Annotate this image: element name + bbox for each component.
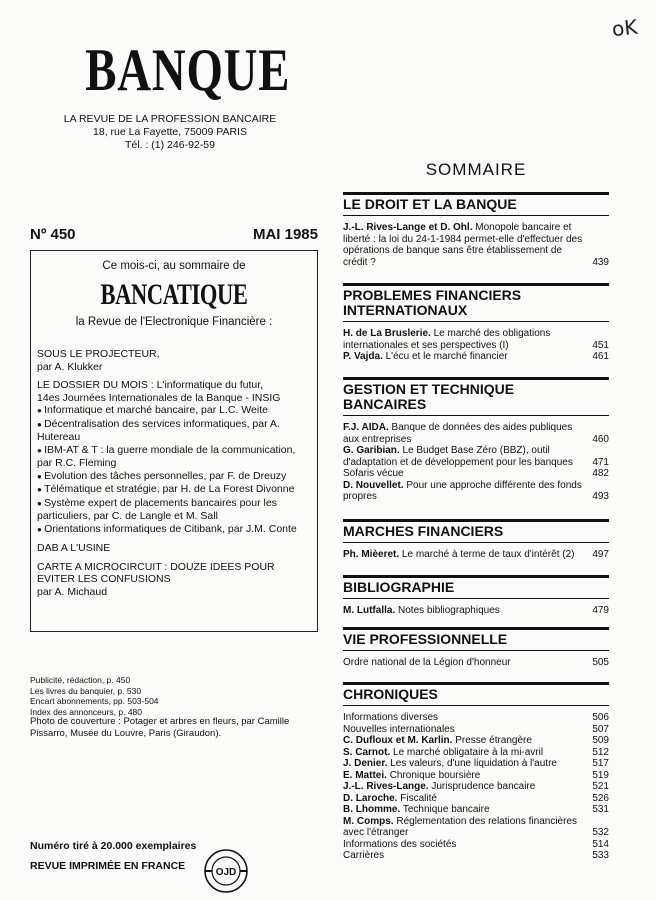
toc-entry: B. Lhomme. Technique bancaire 531 <box>343 804 609 815</box>
box-item: ● Télématique et stratégie, par H. de La Forest Divonne <box>37 483 309 497</box>
box-subtitle: la Revue de l'Electronique Financière : <box>75 316 273 328</box>
toc-section <box>343 283 609 363</box>
section-title: VIE PROFESSIONNELLE <box>343 631 508 647</box>
toc-entry: D. Nouvellet. Pour une approche différente des fonds propres 493 <box>343 479 609 502</box>
box-contents <box>37 348 309 598</box>
toc-entry: M. Comps. Réglementation des relations financières avec l'étranger 532 <box>343 815 609 838</box>
toc-entry: Nouvelles internationales 507 <box>343 723 609 735</box>
box-item: ● Evolution des tâches personnelles, par F. de Dreuzy <box>37 470 309 484</box>
toc-entry: S. Carnot. Le marché obligataire à la mi-avril 512 <box>343 746 609 758</box>
box-item: 14es Journées Internationales de la Banque - INSIG <box>37 391 281 404</box>
toc-section <box>343 192 609 268</box>
ojd-seal-icon <box>203 848 249 894</box>
box-item: ● IBM-AT & T : la guerre mondiale de la communication, par R.C. Fleming <box>37 444 309 470</box>
box-item: par A. Klukker <box>37 360 103 373</box>
toc-entry: H. de La Bruslerie. Le marché des obligations internationales et ses perspectives (I) 451 <box>343 328 609 351</box>
bancatique-box <box>30 250 318 632</box>
toc-section <box>343 627 609 669</box>
toc-entry: E. Mattei. Chronique boursière 519 <box>343 769 609 781</box>
toc-entry: G. Garibian. Le Budget Base Zéro (BBZ), outil d'adaptation et de développement pour les banques 471 <box>343 445 609 468</box>
toc-entry: Ph. Mièeret. Le marché à terme de taux d'intérêt (2) 497 <box>343 549 609 560</box>
publisher-tagline: LA REVUE DE LA PROFESSION BANCAIRE <box>63 113 277 125</box>
printed-in-france: REVUE IMPRIMÉE EN FRANCE <box>30 860 186 872</box>
toc-section <box>343 377 609 503</box>
box-item: ● Orientations informatiques de Citibank, par J.M. Conte <box>37 523 309 537</box>
section-title: BIBLIOGRAPHIE <box>343 579 455 595</box>
section-title: MARCHES FINANCIERS <box>343 523 504 539</box>
toc-entry: F.J. AIDA. Banque de données des aides publiques aux entreprises 460 <box>343 422 609 445</box>
editorial-notes <box>30 675 320 717</box>
box-item: DAB A L'USINE <box>37 542 111 554</box>
sommaire-heading: SOMMAIRE <box>425 160 527 179</box>
publisher-info <box>50 113 290 152</box>
section-title: CHRONIQUES <box>343 686 438 702</box>
toc-entry: J.-L. Rives-Lange et D. Ohl. Monopole bancaire et liberté : la loi du 24-1-1984 permet-elle d'effectuer des opérations de banque sans être établissement de crédit ? 439 <box>343 222 609 268</box>
box-intro: Ce mois-ci, au sommaire de <box>102 260 246 272</box>
toc-entry: M. Lutfalla. Notes bibliographiques 479 <box>343 605 609 616</box>
box-item: LE DOSSIER DU MOIS : L'informatique du futur, <box>37 379 264 391</box>
box-item: ● Décentralisation des services informatiques, par A. Hutereau <box>37 418 309 444</box>
box-item: SOUS LE PROJECTEUR, <box>37 348 160 360</box>
note-line: Index des annonceurs, p. 480 <box>30 706 142 717</box>
toc-section <box>343 519 609 561</box>
bancatique-logo: BANCATIQUE <box>100 278 248 311</box>
toc-entry: D. Laroche. Fiscalité 526 <box>343 792 609 804</box>
issue-date: MAI 1985 <box>252 226 318 243</box>
toc-section <box>343 575 609 617</box>
seal-label: OJD <box>215 867 237 878</box>
section-title: PROBLEMES FINANCIERS INTERNATIONAUX <box>343 287 522 318</box>
publisher-phone: Tél. : (1) 246-92-59 <box>125 139 215 151</box>
toc-entry: C. Dufloux et M. Karlin. Presse étrangère 509 <box>343 735 609 746</box>
toc-entry: J.-L. Rives-Lange. Jurisprudence bancaire 521 <box>343 781 609 792</box>
box-item: ● Informatique et marché bancaire, par L.C. Weite <box>37 404 309 418</box>
issue-number: Nº 450 <box>30 226 76 243</box>
toc-entry: Ordre national de la Légion d'honneur 505 <box>343 657 609 668</box>
box-item: CARTE A MICROCIRCUIT : DOUZE IDEES POUR EVITER LES CONFUSIONS <box>37 560 275 585</box>
box-item: ● Système expert de placements bancaires pour les particuliers, par C. de Langle et M. Sall <box>37 497 309 523</box>
cover-credit: Photo de couverture : Potager et arbres en fleurs, par Camille Pissarro, Musée du Louvre, Paris (Giraudon). <box>30 716 290 739</box>
publisher-address: 18, rue La Fayette, 75009 PARIS <box>93 126 247 138</box>
masthead-title: BANQUE <box>85 37 291 103</box>
toc-entry: J. Denier. Les valeurs, d'une liquidation à l'autre 517 <box>343 758 609 769</box>
box-item: par A. Michaud <box>37 585 108 598</box>
handwritten-annotation: oK <box>610 14 639 42</box>
note-line: Encart abonnements, pp. 503-504 <box>30 696 159 706</box>
print-run: Numéro tiré à 20.000 exemplaires <box>30 840 197 852</box>
toc-entry: Sofaris vécue 482 <box>343 468 609 479</box>
toc-entry: P. Vajda. L'écu et le marché financier 461 <box>343 351 609 362</box>
toc-entry: Carrières 533 <box>343 850 609 861</box>
toc-section <box>343 682 609 862</box>
issue-line <box>30 226 318 243</box>
note-line: Les livres du banquier, p. 530 <box>30 685 142 696</box>
section-title: LE DROIT ET LA BANQUE <box>343 196 517 212</box>
toc-entry: Informations des sociétés 514 <box>343 838 609 850</box>
section-title: GESTION ET TECHNIQUE BANCAIRES <box>343 381 515 412</box>
toc-entry: Informations diverses 506 <box>343 712 609 723</box>
note-line: Publicité, rédaction, p. 450 <box>30 675 131 685</box>
